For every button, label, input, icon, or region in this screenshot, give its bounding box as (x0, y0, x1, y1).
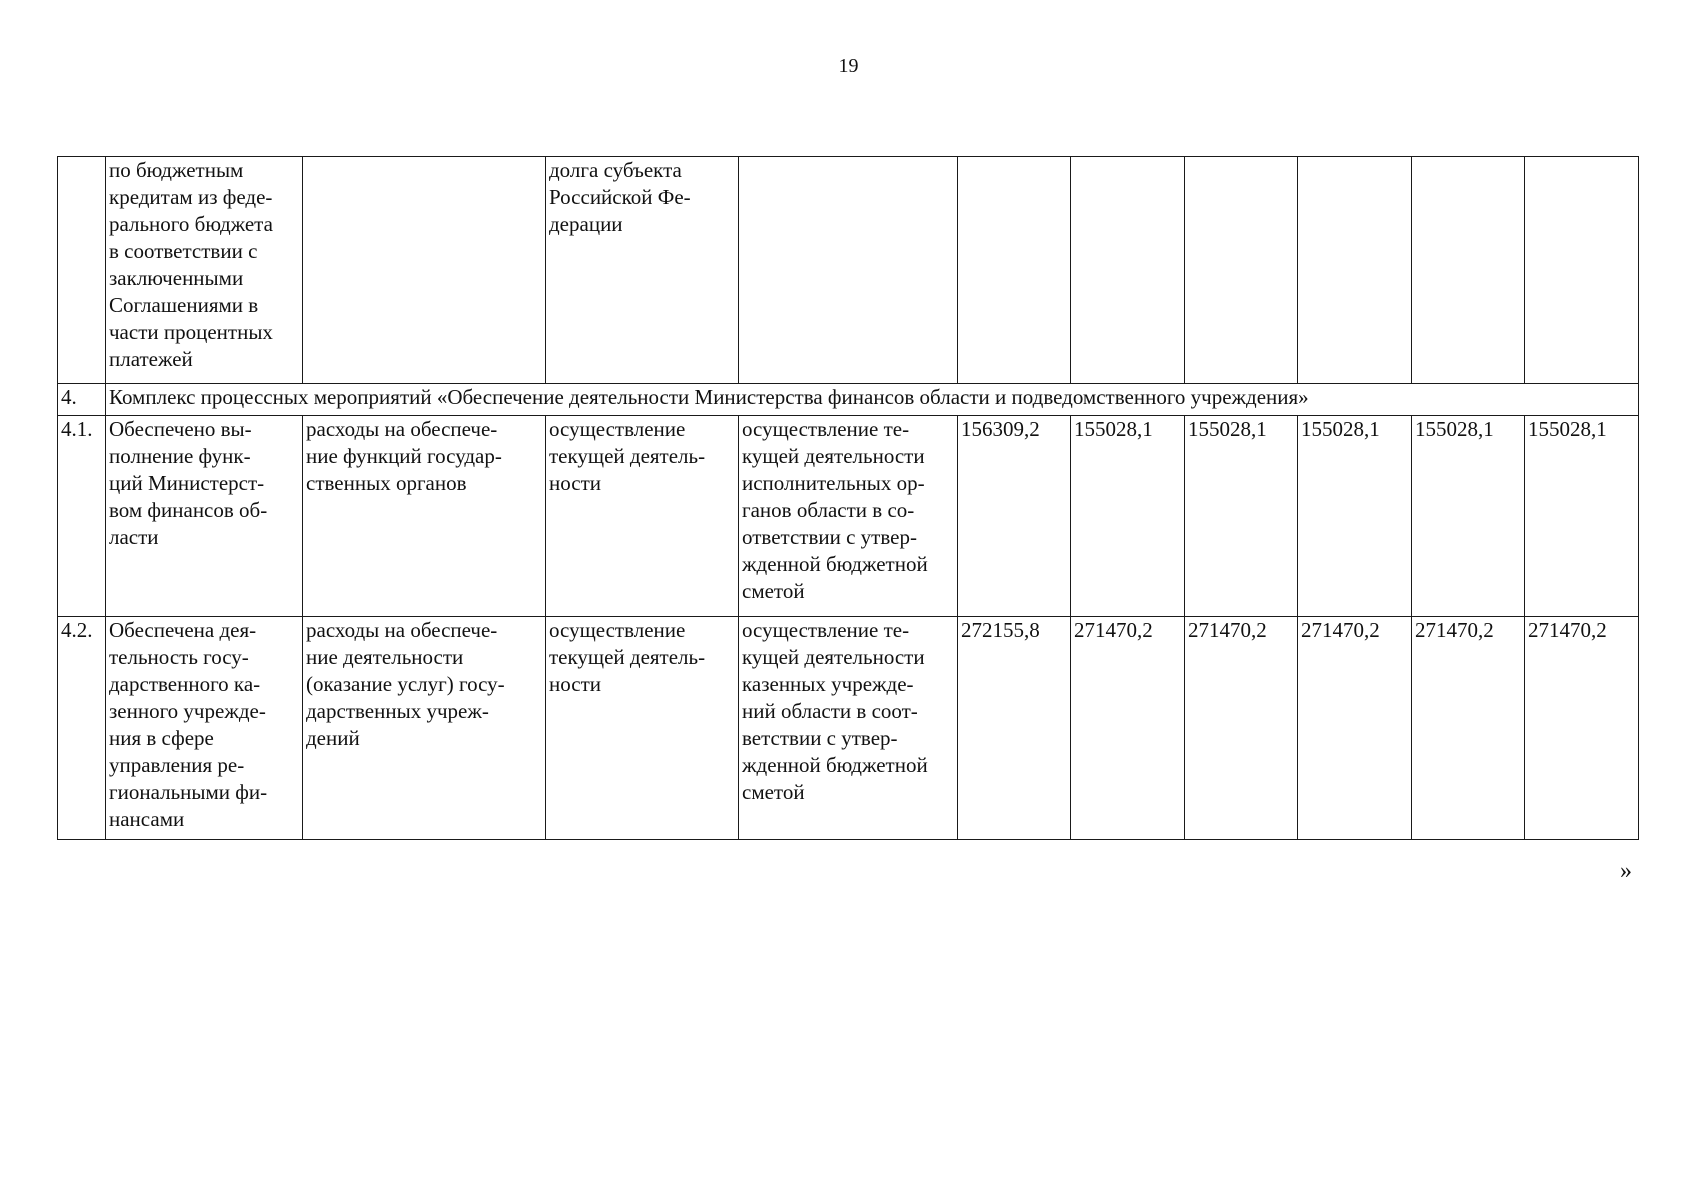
activity-type-cell: осуществление текущей деятель- ности (546, 416, 739, 617)
activity-type-cell: осуществление текущей деятель- ности (546, 617, 739, 840)
value-cell: 271470,2 (1412, 617, 1525, 840)
closing-quote: » (1620, 858, 1632, 884)
value-cell: 271470,2 (1525, 617, 1639, 840)
expense-type-cell (303, 157, 546, 384)
table-row (58, 617, 1639, 840)
value-cell: 271470,2 (1071, 617, 1185, 840)
value-cell: 155028,1 (1071, 416, 1185, 617)
description-cell: осуществление те- кущей деятельности исполнительных ор- ганов области в со- ответствии с утвер- жденной бюджетной сметой (739, 416, 958, 617)
section-title-cell: Комплекс процессных мероприятий «Обеспечение деятельности Министерства финансов области и подведомственного учреждения» (106, 384, 1639, 416)
result-cell: Обеспечена дея- тельность госу- дарственного ка- зенного учрежде- ния в сфере управления ре- гиональными фи- нансами (106, 617, 303, 840)
description-cell: осуществление те- кущей деятельности казенных учрежде- ний области в соот- ветствии с утвер- жденной бюджетной сметой (739, 617, 958, 840)
value-cell: 155028,1 (1525, 416, 1639, 617)
description-cell (739, 157, 958, 384)
section-number-cell: 4. (58, 384, 106, 416)
activity-type-cell: долга субъекта Российской Фе- дерации (546, 157, 739, 384)
value-cell: 156309,2 (958, 416, 1071, 617)
value-cell (1412, 157, 1525, 384)
table-row-continuation (58, 157, 1639, 384)
value-cell (1298, 157, 1412, 384)
value-cell: 271470,2 (1298, 617, 1412, 840)
value-cell: 271470,2 (1185, 617, 1298, 840)
value-cell (958, 157, 1071, 384)
value-cell (1525, 157, 1639, 384)
expense-type-cell: расходы на обеспече- ние функций государ- ственных органов (303, 416, 546, 617)
value-cell (1185, 157, 1298, 384)
section-row (58, 384, 1639, 416)
value-cell (1071, 157, 1185, 384)
result-cell: Обеспечено вы- полнение функ- ций Министерст- вом финансов об- ласти (106, 416, 303, 617)
value-cell: 155028,1 (1412, 416, 1525, 617)
value-cell: 155028,1 (1298, 416, 1412, 617)
value-cell: 272155,8 (958, 617, 1071, 840)
budget-table (57, 156, 1639, 840)
row-number-cell (58, 157, 106, 384)
page-number: 19 (838, 55, 859, 77)
expense-type-cell: расходы на обеспече- ние деятельности (оказание услуг) госу- дарственных учреж- дений (303, 617, 546, 840)
table-row (58, 416, 1639, 617)
row-number-cell: 4.2. (58, 617, 106, 840)
result-cell: по бюджетным кредитам из феде- рального бюджета в соответствии с заключенными Соглашениями в части процентных платежей (106, 157, 303, 384)
value-cell: 155028,1 (1185, 416, 1298, 617)
row-number-cell: 4.1. (58, 416, 106, 617)
